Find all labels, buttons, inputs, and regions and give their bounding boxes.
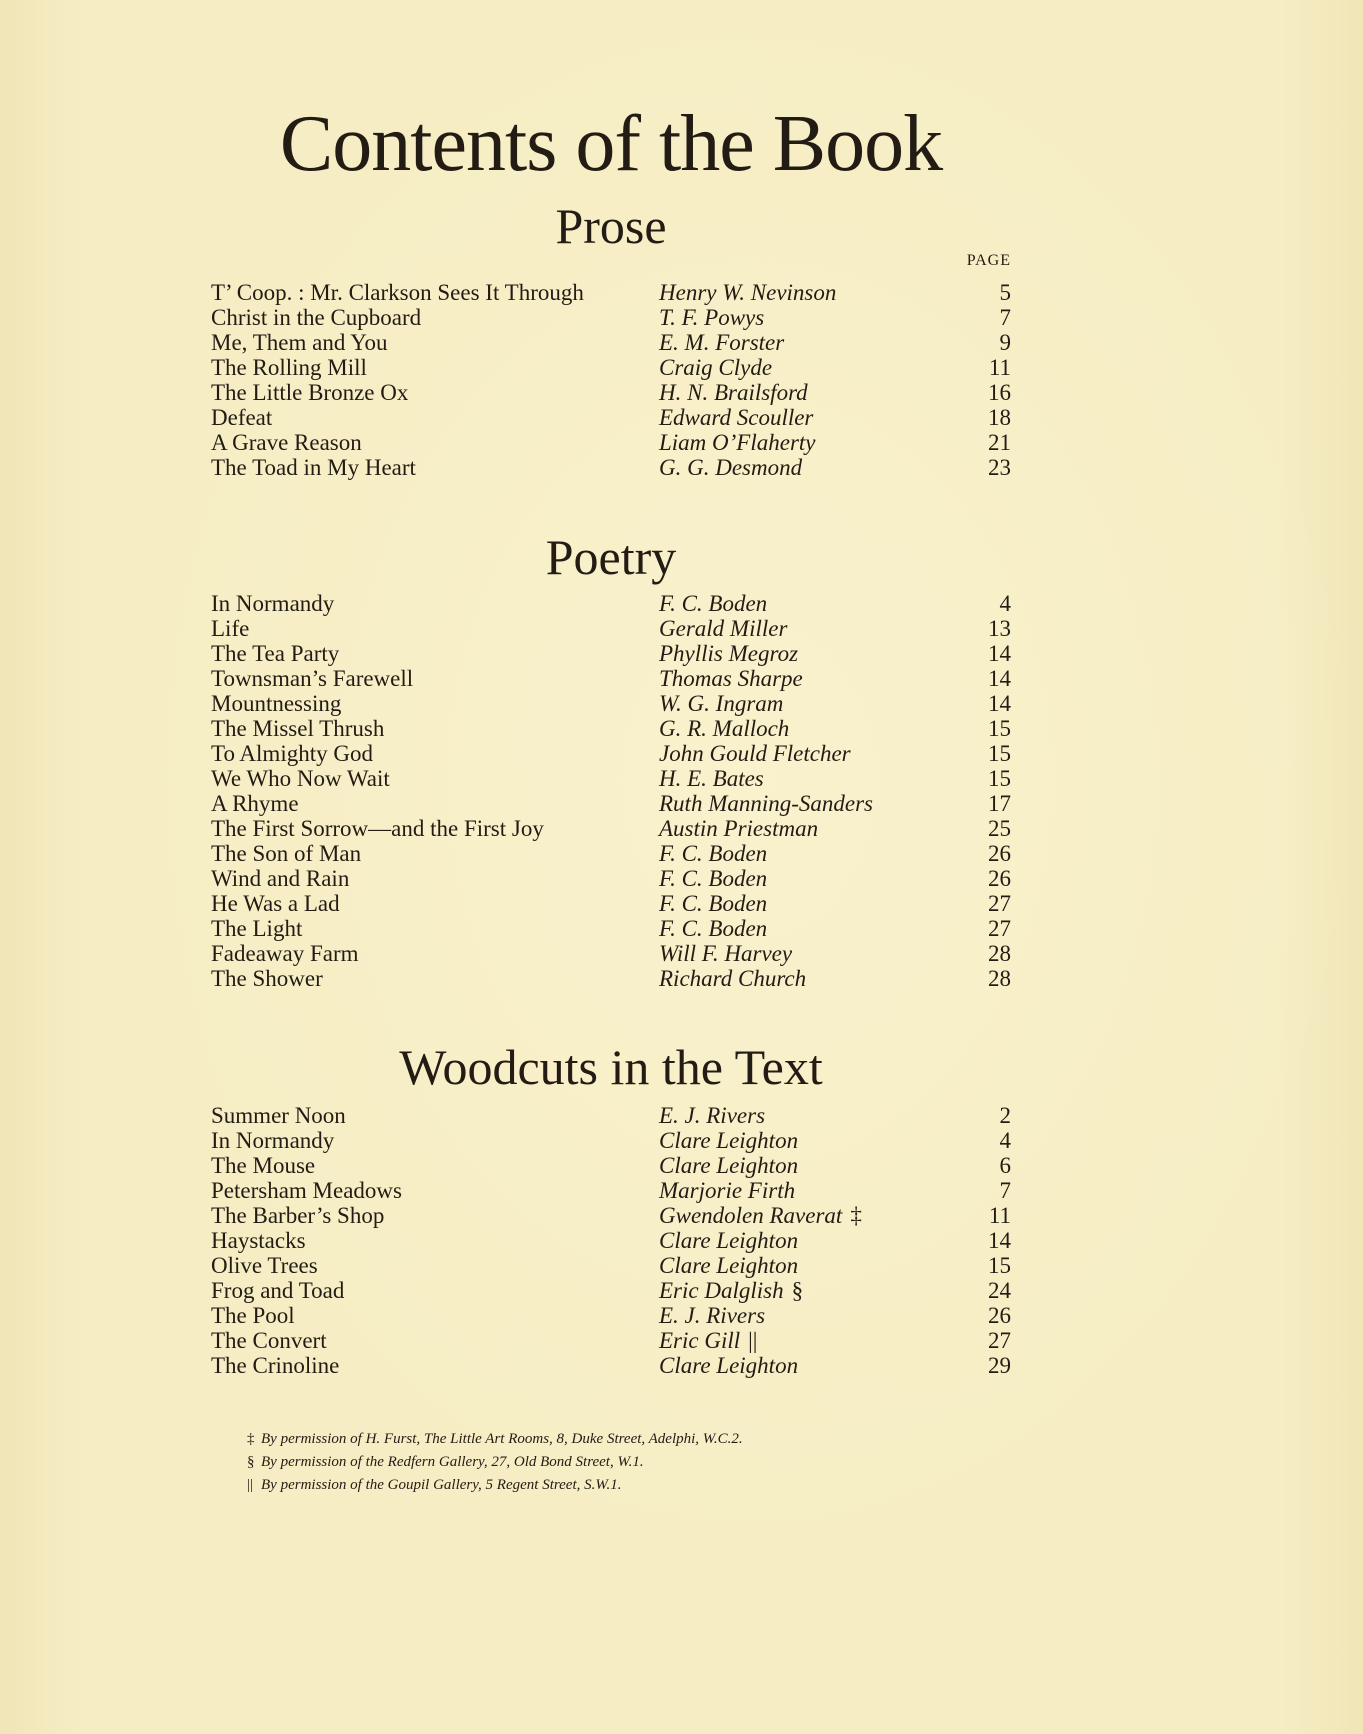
entry-author	[659, 616, 787, 641]
entry-title: Frog and Toad	[211, 1278, 345, 1303]
entry-author-name: Ruth Manning-Sanders	[659, 791, 874, 816]
entry-title: The Barber’s Shop	[211, 1203, 385, 1228]
entry-page-number: 14	[988, 666, 1011, 691]
entry-page-number: 26	[988, 866, 1011, 891]
entry-author	[659, 741, 851, 766]
footnote-mark: ‡	[247, 1431, 255, 1447]
entry-page-number: 13	[988, 616, 1011, 641]
entry-title: The Shower	[211, 966, 323, 991]
entry-page-number: 15	[988, 716, 1011, 741]
entry-title: Summer Noon	[211, 1103, 346, 1128]
contents-entry	[211, 591, 1011, 616]
entry-title: Haystacks	[211, 1228, 306, 1253]
prose-list	[211, 280, 1011, 480]
contents-entry	[211, 816, 1011, 841]
section-heading-woodcuts: Woodcuts in the Text	[399, 1039, 823, 1095]
entry-author	[659, 1153, 798, 1178]
entry-author-name: Clare Leighton	[659, 1153, 799, 1178]
footnote-text: By permission of the Goupil Gallery, 5 Regent Street, S.W.1.	[261, 1477, 622, 1493]
entry-page-number: 7	[999, 1178, 1011, 1203]
entry-title: A Grave Reason	[211, 430, 362, 455]
contents-entry	[211, 1253, 1011, 1278]
entry-author	[659, 691, 783, 716]
entry-author-name: Thomas Sharpe	[659, 666, 803, 691]
entry-title: The Missel Thrush	[211, 716, 385, 741]
entry-author-name: Clare Leighton	[659, 1128, 799, 1153]
contents-entry	[211, 866, 1011, 891]
entry-author	[659, 866, 767, 891]
contents-entry	[211, 355, 1011, 380]
footnote-mark: ||	[247, 1477, 254, 1493]
woodcuts-list	[211, 1103, 1011, 1378]
entry-author	[659, 355, 772, 380]
entry-author-name: F. C. Boden	[659, 916, 768, 941]
entry-author-name: E. J. Rivers	[659, 1303, 766, 1328]
entry-page-number: 17	[988, 791, 1011, 816]
entry-page-number: 27	[988, 891, 1011, 916]
contents-entry	[211, 766, 1011, 791]
entry-page-number: 16	[988, 380, 1011, 405]
entry-page-number: 28	[988, 966, 1011, 991]
contents-entry	[211, 691, 1011, 716]
entry-author-name: Eric Gill	[659, 1328, 741, 1353]
entry-author	[659, 330, 784, 355]
entry-title: The Little Bronze Ox	[211, 380, 409, 405]
entry-author	[659, 1303, 765, 1328]
contents-entry	[211, 280, 1011, 305]
entry-author-name: G. R. Malloch	[659, 716, 790, 741]
entry-title: Fadeaway Farm	[211, 941, 359, 966]
contents-entry	[211, 1153, 1011, 1178]
entry-page-number: 24	[988, 1278, 1011, 1303]
entry-author	[659, 891, 767, 916]
entry-page-number: 11	[988, 355, 1011, 380]
entry-title: The Crinoline	[211, 1353, 340, 1378]
entry-title: In Normandy	[211, 1128, 335, 1153]
contents-entry	[211, 966, 1011, 991]
contents-entry	[211, 1128, 1011, 1153]
entry-author	[659, 1203, 862, 1228]
entry-author	[659, 641, 798, 666]
entry-page-number: 4	[999, 591, 1011, 616]
entry-author	[659, 430, 816, 455]
entry-author-name: G. G. Desmond	[659, 455, 803, 480]
entry-page-number: 23	[988, 455, 1011, 480]
entry-author	[659, 716, 789, 741]
entry-title: Christ in the Cupboard	[211, 305, 422, 330]
entry-author-name: Gwendolen Raverat	[659, 1203, 843, 1228]
contents-entry	[211, 916, 1011, 941]
entry-title: A Rhyme	[211, 791, 299, 816]
entry-author	[659, 1103, 765, 1128]
footnote	[247, 1451, 1007, 1474]
contents-entry	[211, 1178, 1011, 1203]
entry-author-name: Richard Church	[659, 966, 807, 991]
entry-author	[659, 941, 792, 966]
entry-page-number: 25	[988, 816, 1011, 841]
entry-author-name: Phyllis Megroz	[659, 641, 799, 666]
contents-entry	[211, 1328, 1011, 1353]
entry-author	[659, 280, 836, 305]
entry-author-name: John Gould Fletcher	[659, 741, 851, 766]
contents-entry	[211, 455, 1011, 480]
entry-title: The Toad in My Heart	[211, 455, 416, 480]
entry-page-number: 15	[988, 1253, 1011, 1278]
contents-entry	[211, 380, 1011, 405]
entry-title: Townsman’s Farewell	[211, 666, 414, 691]
footnote	[247, 1474, 1007, 1497]
entry-author	[659, 1278, 803, 1303]
entry-author-name: Eric Dalglish	[659, 1278, 784, 1303]
entry-author	[659, 405, 813, 430]
footnote-text: By permission of the Redfern Gallery, 27, Old Bond Street, W.1.	[261, 1454, 644, 1470]
entry-page-number: 4	[999, 1128, 1011, 1153]
footnote	[247, 1428, 1007, 1451]
entry-author	[659, 1353, 798, 1378]
contents-entry	[211, 641, 1011, 666]
contents-entry	[211, 1228, 1011, 1253]
entry-author-name: Clare Leighton	[659, 1253, 799, 1278]
entry-author	[659, 455, 802, 480]
entry-title: We Who Now Wait	[211, 766, 390, 791]
entry-author-name: F. C. Boden	[659, 841, 768, 866]
entry-page-number: 28	[988, 941, 1011, 966]
footnotes	[247, 1428, 1007, 1497]
entry-page-number: 6	[999, 1153, 1011, 1178]
entry-author-name: H. E. Bates	[659, 766, 764, 791]
entry-page-number: 29	[988, 1353, 1011, 1378]
section-heading-prose: Prose	[555, 198, 667, 254]
entry-author	[659, 766, 764, 791]
contents-entry	[211, 430, 1011, 455]
contents-entry	[211, 1103, 1011, 1128]
entry-page-number: 27	[988, 1328, 1011, 1353]
entry-author-name: W. G. Ingram	[659, 691, 784, 716]
entry-page-number: 11	[988, 1203, 1011, 1228]
page-title: Contents of the Book	[279, 100, 943, 188]
entry-title: The Pool	[211, 1303, 295, 1328]
entry-title: Life	[211, 616, 250, 641]
entry-author	[659, 1178, 795, 1203]
entry-author	[659, 916, 767, 941]
entry-author	[659, 841, 767, 866]
contents-entry	[211, 1303, 1011, 1328]
entry-author-name: Clare Leighton	[659, 1228, 799, 1253]
entry-title: Wind and Rain	[211, 866, 350, 891]
entry-author-name: F. C. Boden	[659, 866, 768, 891]
entry-author-name: Will F. Harvey	[659, 941, 793, 966]
entry-author-name: Henry W. Nevinson	[659, 280, 837, 305]
entry-page-number: 5	[999, 280, 1011, 305]
entry-author-name: F. C. Boden	[659, 891, 768, 916]
entry-author	[659, 791, 873, 816]
entry-title: The Light	[211, 916, 303, 941]
entry-title: The Son of Man	[211, 841, 362, 866]
entry-page-number: 9	[999, 330, 1011, 355]
entry-page-number: 14	[988, 691, 1011, 716]
entry-page-number: 27	[988, 916, 1011, 941]
entry-author	[659, 1253, 798, 1278]
entry-page-number: 14	[988, 1228, 1011, 1253]
entry-title: Petersham Meadows	[211, 1178, 402, 1203]
entry-author	[659, 591, 767, 616]
footnote-reference-mark: ||	[748, 1328, 758, 1353]
contents-entry	[211, 1353, 1011, 1378]
entry-page-number: 7	[999, 305, 1011, 330]
section-heading-poetry: Poetry	[545, 529, 677, 585]
entry-page-number: 15	[988, 741, 1011, 766]
contents-entry	[211, 305, 1011, 330]
entry-author	[659, 305, 764, 330]
footnote-mark: §	[247, 1454, 255, 1470]
entry-title: T’ Coop. : Mr. Clarkson Sees It Through	[211, 280, 584, 305]
contents-entry	[211, 405, 1011, 430]
entry-author	[659, 966, 806, 991]
entry-author	[659, 380, 808, 405]
entry-author-name: H. N. Brailsford	[659, 380, 808, 405]
contents-entry	[211, 1203, 1011, 1228]
entry-author	[659, 666, 803, 691]
entry-page-number: 18	[988, 405, 1011, 430]
entry-author-name: E. J. Rivers	[659, 1103, 766, 1128]
entry-page-number: 26	[988, 1303, 1011, 1328]
entry-title: Defeat	[211, 405, 273, 430]
entry-title: The Mouse	[211, 1153, 316, 1178]
entry-title: Olive Trees	[211, 1253, 318, 1278]
entry-title: He Was a Lad	[211, 891, 340, 916]
entry-title: The First Sorrow—and the First Joy	[211, 816, 544, 841]
entry-author-name: Craig Clyde	[659, 355, 773, 380]
entry-title: Me, Them and You	[211, 330, 388, 355]
entry-author-name: Marjorie Firth	[659, 1178, 796, 1203]
entry-title: The Tea Party	[211, 641, 340, 666]
contents-entry	[211, 841, 1011, 866]
entry-author	[659, 1228, 798, 1253]
entry-title: The Rolling Mill	[211, 355, 367, 380]
entry-author-name: Liam O’Flaherty	[659, 430, 816, 455]
entry-author-name: Edward Scouller	[659, 405, 814, 430]
page-column-header: PAGE	[966, 252, 1011, 269]
contents-entry	[211, 666, 1011, 691]
entry-author-name: Clare Leighton	[659, 1353, 799, 1378]
contents-entry	[211, 616, 1011, 641]
entry-page-number: 26	[988, 841, 1011, 866]
entry-title: The Convert	[211, 1328, 327, 1353]
poetry-list	[211, 591, 1011, 991]
contents-entry	[211, 1278, 1011, 1303]
contents-entry	[211, 330, 1011, 355]
entry-author	[659, 1328, 757, 1353]
entry-page-number: 2	[999, 1103, 1011, 1128]
entry-author-name: F. C. Boden	[659, 591, 768, 616]
contents-entry	[211, 741, 1011, 766]
entry-title: In Normandy	[211, 591, 335, 616]
entry-author-name: T. F. Powys	[659, 305, 765, 330]
footnote-reference-mark: ‡	[850, 1203, 862, 1228]
entry-title: Mountnessing	[211, 691, 342, 716]
contents-entry	[211, 941, 1011, 966]
entry-page-number: 15	[988, 766, 1011, 791]
entry-author-name: E. M. Forster	[659, 330, 785, 355]
contents-entry	[211, 716, 1011, 741]
entry-author-name: Austin Priestman	[659, 816, 819, 841]
footnote-text: By permission of H. Furst, The Little Art Rooms, 8, Duke Street, Adelphi, W.C.2.	[261, 1431, 743, 1447]
contents-entry	[211, 791, 1011, 816]
entry-author	[659, 816, 818, 841]
entry-author-name: Gerald Miller	[659, 616, 788, 641]
entry-title: To Almighty God	[211, 741, 373, 766]
footnote-reference-mark: §	[791, 1278, 804, 1303]
entry-page-number: 21	[988, 430, 1011, 455]
contents-entry	[211, 891, 1011, 916]
entry-page-number: 14	[988, 641, 1011, 666]
entry-author	[659, 1128, 798, 1153]
